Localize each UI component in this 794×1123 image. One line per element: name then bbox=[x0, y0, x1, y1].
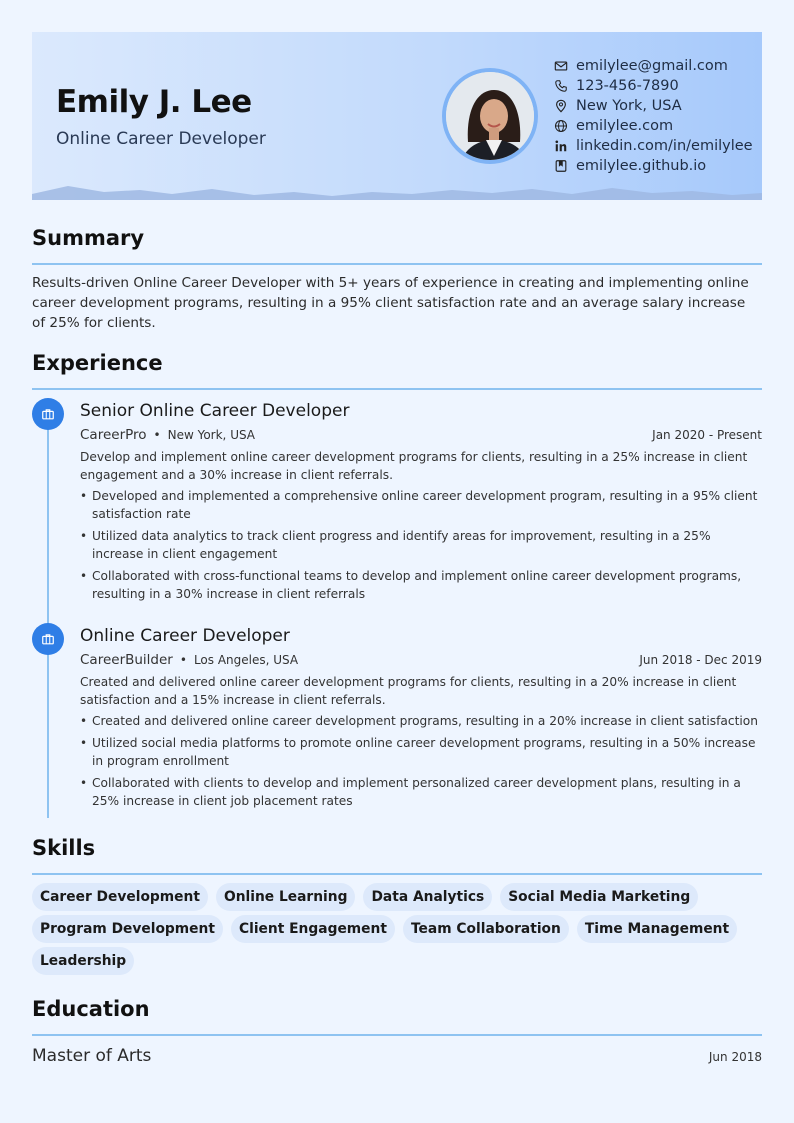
education-date: Jun 2018 bbox=[708, 1050, 762, 1064]
mail-icon bbox=[553, 58, 569, 74]
job-entry bbox=[80, 398, 762, 607]
contact-linkedin[interactable] bbox=[553, 136, 753, 156]
contact-phone[interactable] bbox=[553, 76, 753, 96]
job-bullet: • Created and delivered online career development programs, resulting in a 20% increase in client satisfaction bbox=[80, 712, 762, 730]
job-bullet: • Developed and implemented a comprehensive online career development program, resulting in a 95% client satisfaction rate bbox=[80, 487, 762, 523]
job-bullet: • Collaborated with clients to develop and implement personalized career development plans, resulting in a 25% increase in client job placement rates bbox=[80, 774, 762, 810]
job-description: Created and delivered online career development programs for clients, resulting in a 20% increase in client satisfaction and a 15% increase in client referrals. bbox=[80, 675, 737, 707]
job-dates: Jan 2020 - Present bbox=[652, 428, 762, 442]
education-degree: Master of Arts bbox=[32, 1046, 152, 1066]
skill-chip: Time Management bbox=[577, 915, 737, 943]
job-dates: Jun 2018 - Dec 2019 bbox=[639, 653, 762, 667]
job-company: CareerBuilder bbox=[80, 652, 173, 668]
skills-list bbox=[32, 883, 772, 979]
summary-text: Results-driven Online Career Developer with 5+ years of experience in creating and implementing online career development programs, resulting in a 95% client satisfaction rate and an average salary increase of 25% for clients. bbox=[32, 275, 749, 331]
phone-icon bbox=[553, 78, 569, 94]
job-bullets bbox=[80, 487, 762, 603]
skill-chip: Leadership bbox=[32, 947, 134, 975]
job-location: Los Angeles, USA bbox=[193, 653, 299, 667]
briefcase-icon bbox=[32, 398, 64, 430]
header-banner bbox=[32, 32, 762, 200]
skill-chip: Online Learning bbox=[216, 883, 356, 911]
job-title: Senior Online Career Developer bbox=[80, 401, 350, 421]
profile-photo bbox=[442, 68, 538, 164]
job-location: New York, USA bbox=[167, 428, 256, 442]
globe-icon bbox=[553, 118, 569, 134]
contact-location-text: New York, USA bbox=[576, 98, 682, 114]
job-entry bbox=[80, 623, 762, 814]
linkedin-icon bbox=[553, 138, 569, 154]
job-bullet: • Collaborated with cross-functional teams to develop and implement online career development programs, resulting in a 30% increase in client referrals bbox=[80, 567, 762, 603]
skill-chip: Client Engagement bbox=[231, 915, 395, 943]
contact-email-text: emilylee@gmail.com bbox=[576, 58, 728, 74]
job-title: Online Career Developer bbox=[80, 626, 290, 646]
briefcase-icon bbox=[32, 623, 64, 655]
job-bullet: • Utilized social media platforms to promote online career development programs, resulting in a 50% increase in program enrollment bbox=[80, 734, 762, 770]
summary-heading: Summary bbox=[32, 226, 145, 250]
contact-location bbox=[553, 96, 753, 116]
experience-divider bbox=[32, 388, 762, 390]
timeline-line bbox=[47, 410, 49, 818]
skill-chip: Team Collaboration bbox=[403, 915, 569, 943]
location-pin-icon bbox=[553, 98, 569, 114]
education-divider bbox=[32, 1034, 762, 1036]
contact-github[interactable] bbox=[553, 156, 753, 176]
skill-chip: Program Development bbox=[32, 915, 223, 943]
skill-chip: Data Analytics bbox=[363, 883, 492, 911]
separator-dot: • bbox=[153, 428, 161, 442]
header-wave-decoration bbox=[32, 180, 762, 200]
candidate-name: Emily J. Lee bbox=[56, 84, 252, 120]
skills-divider bbox=[32, 873, 762, 875]
contact-linkedin-text: linkedin.com/in/emilylee bbox=[576, 138, 753, 154]
job-bullet: • Utilized data analytics to track client progress and identify areas for improvement, resulting in a 25% increase in client engagement bbox=[80, 527, 762, 563]
summary-divider bbox=[32, 263, 762, 265]
contact-website[interactable] bbox=[553, 116, 753, 136]
candidate-role: Online Career Developer bbox=[56, 129, 266, 149]
education-heading: Education bbox=[32, 997, 150, 1021]
skills-heading: Skills bbox=[32, 836, 96, 860]
experience-heading: Experience bbox=[32, 351, 163, 375]
contact-email[interactable] bbox=[553, 56, 753, 76]
job-company: CareerPro bbox=[80, 427, 147, 443]
contact-website-text: emilylee.com bbox=[576, 118, 674, 134]
contact-list bbox=[553, 56, 753, 176]
separator-dot: • bbox=[179, 653, 187, 667]
job-bullets bbox=[80, 712, 762, 810]
skill-chip: Social Media Marketing bbox=[500, 883, 698, 911]
bookmark-icon bbox=[553, 158, 569, 174]
contact-github-text: emilylee.github.io bbox=[576, 158, 707, 174]
skill-chip: Career Development bbox=[32, 883, 208, 911]
contact-phone-text: 123-456-7890 bbox=[576, 78, 679, 94]
job-description: Develop and implement online career development programs for clients, resulting in a 25% increase in client engagement and a 30% increase in client referrals. bbox=[80, 450, 748, 482]
